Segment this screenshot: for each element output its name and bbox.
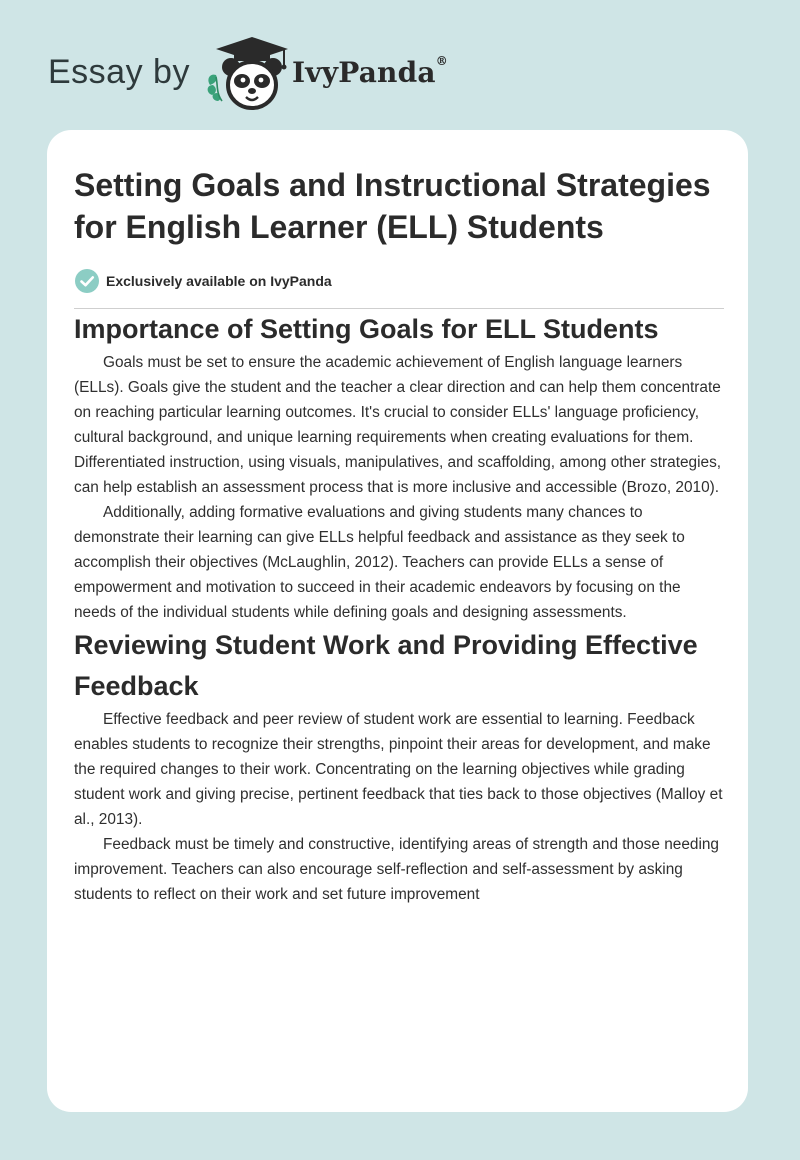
site-header [48, 34, 448, 114]
ivypanda-logo[interactable] [204, 35, 448, 113]
check-badge-icon [74, 268, 100, 294]
paragraph: Goals must be set to ensure the academic achievement of English language learners (ELLs). Goals give the student and the teacher a clear direction and can help them concentrate on reaching particular learning outcomes. It's crucial to consider ELLs' language proficiency, cultural background, and unique learning requirements when creating evaluations for them. Differentiated instruction, using visuals, manipulatives, and scaffolding, among other strategies, can help establish an assessment process that is more inclusive and accessible (Brozo, 2010). [74, 354, 722, 496]
paragraph: Effective feedback and peer review of student work are essential to learning. Feedback enables students to recognize their strengths, pinpoint their areas for development, and make the required changes to their work. Concentrating on the learning objectives while grading student work and giving precise, pertinent feedback that ties back to those objectives (Malloy et al., 2013). [74, 711, 723, 828]
paragraph: Feedback must be timely and constructive, identifying areas of strength and those needing improvement. Teachers can also encourage self-reflection and self-assessment by asking students to reflect on their work and set future improvement [74, 836, 719, 903]
essay-by-label: Essay by [48, 52, 190, 91]
article-title: Setting Goals and Instructional Strategies for English Learner (ELL) Students [74, 167, 711, 245]
paragraph: Additionally, adding formative evaluations and giving students many chances to demonstrate their learning can give ELLs helpful feedback and assistance as they seek to accomplish their objectives (McLaughlin, 2012). Teachers can provide ELLs a sense of empowerment and motivation to succeed in their academic endeavors by focusing on the needs of the individual students while defining goals and designing assessments. [74, 504, 685, 621]
exclusive-badge [74, 268, 724, 294]
exclusive-label: Exclusively available on IvyPanda [106, 273, 332, 289]
article-content [74, 164, 724, 907]
article-card [47, 130, 748, 1112]
brand-name: IvyPanda® [291, 54, 448, 89]
panda-graduate-logo-icon [204, 35, 290, 113]
section-heading: Reviewing Student Work and Providing Effective Feedback [74, 630, 698, 701]
section-heading: Importance of Setting Goals for ELL Students [74, 314, 659, 344]
